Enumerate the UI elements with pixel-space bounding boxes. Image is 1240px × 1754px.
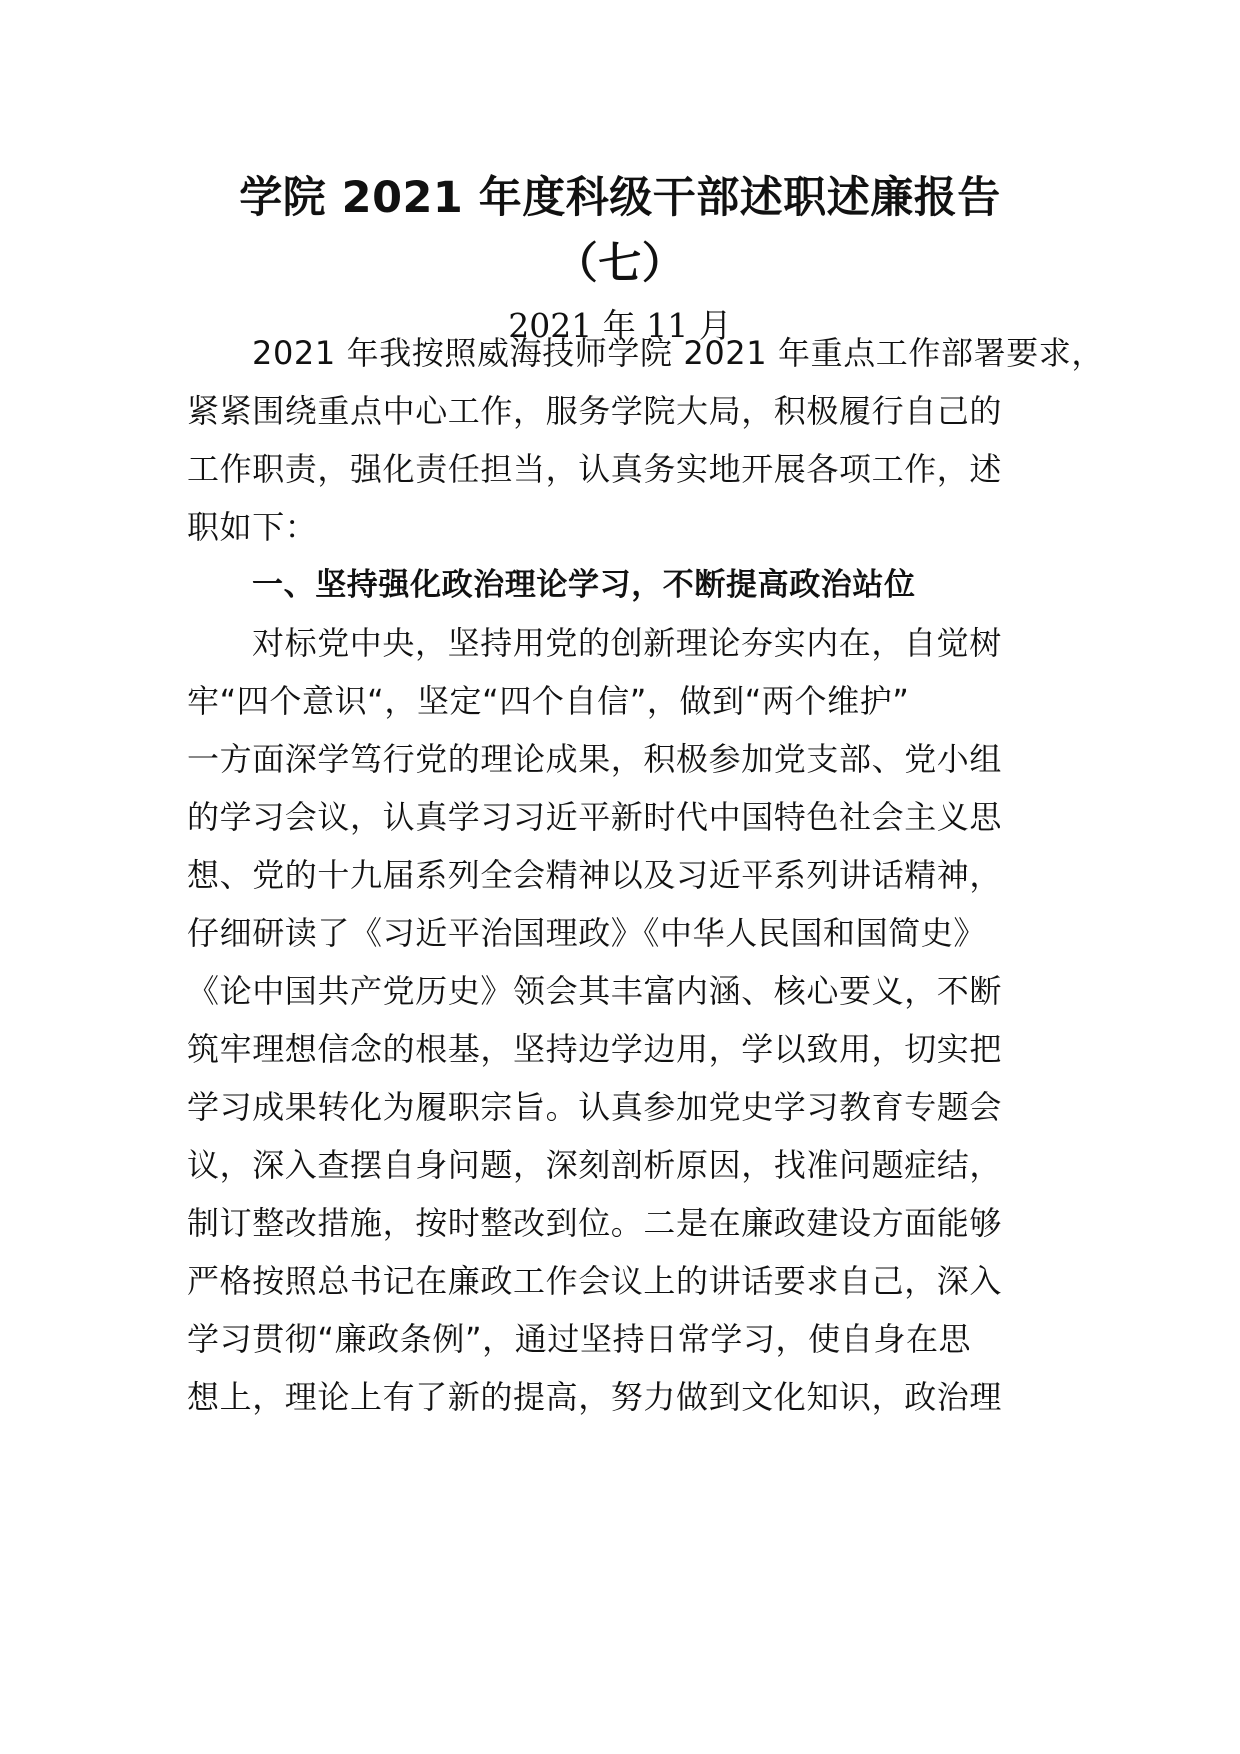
document-title: 学院 2021 年度科级干部述职述廉报告 [239,173,1001,223]
body-line: 想、党的十九届系列全会精神以及习近平系列讲话精神， [187,856,1003,894]
body-line: 牢“四个意识“，坚定“四个自信”，做到“两个维护” [187,682,910,720]
section-heading: 一、坚持强化政治理论学习，不断提高政治站位 [252,567,916,603]
body-line: 学习成果转化为履职宗旨。认真参加党史学习教育专题会 [187,1088,1003,1126]
body-line: 筑牢理想信念的根基，坚持边学边用，学以致用，切实把 [187,1030,1003,1068]
body-line: 的学习会议，认真学习习近平新时代中国特色社会主义思 [187,798,1003,836]
document-date: 2021 年 11 月 [508,306,732,345]
body-line: 2021 年我按照威海技师学院 2021 年重点工作部署要求， [252,334,1104,372]
body-line: 职如下： [187,508,318,546]
body-line: 紧紧围绕重点中心工作，服务学院大局，积极履行自己的 [187,392,1003,430]
body-line: 想上，理论上有了新的提高，努力做到文化知识，政治理 [187,1378,1003,1416]
body-line: 严格按照总书记在廉政工作会议上的讲话要求自己，深入 [187,1262,1003,1300]
body-line: 《论中国共产党历史》领会其丰富内涵、核心要义，不断 [187,972,1003,1010]
body-line: 制订整改措施，按时整改到位。二是在廉政建设方面能够 [187,1204,1003,1242]
body-line: 对标党中央，坚持用党的创新理论夯实内在，自觉树 [252,624,1002,662]
body-line: 一方面深学笃行党的理论成果，积极参加党支部、党小组 [187,740,1003,778]
body-line: 仔细研读了《习近平治国理政》《中华人民国和国简史》 [187,914,987,952]
body-line: 工作职责，强化责任担当，认真务实地开展各项工作，述 [187,450,1003,488]
document-title-number: （七） [554,239,686,289]
body-line: 学习贯彻“廉政条例”，通过坚持日常学习，使自身在思 [187,1320,972,1358]
body-line: 议，深入查摆自身问题，深刻剖析原因，找准问题症结， [187,1146,1003,1184]
